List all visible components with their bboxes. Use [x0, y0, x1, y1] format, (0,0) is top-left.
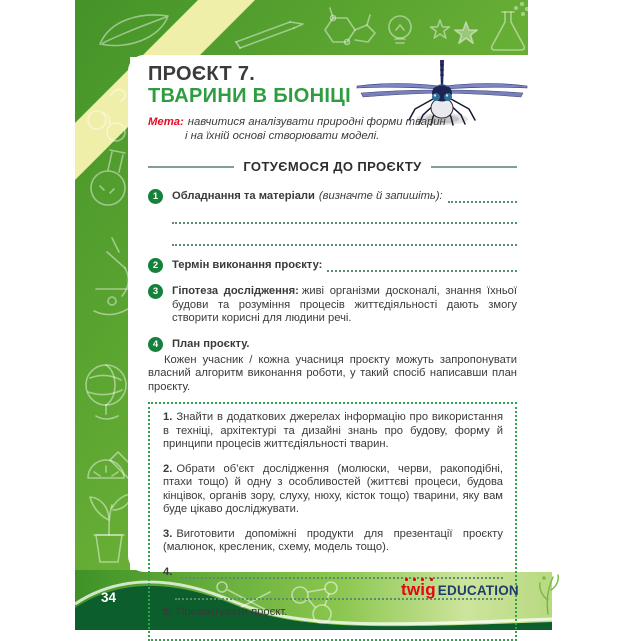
- logo-twig: twig: [401, 580, 436, 599]
- step-number: 3.: [163, 527, 173, 540]
- header-rule-right: [431, 166, 517, 168]
- step-text: Обрати об’єкт дослідження (молюски, черви, ракоподібні, птахи тощо) й одну з особливостей (життєві процеси, будова кінцівок, органів зору, слуху, нюху, кісток тощо) тварини, яку вам буде цікаво досліджувати.: [163, 462, 503, 516]
- goal-block: [148, 115, 517, 143]
- goal-text-line1: навчитися аналізувати природні форми тварин: [187, 116, 446, 128]
- step-number: 1.: [163, 411, 173, 423]
- goal-text-line2: і на їхній основі створювати моделі.: [185, 130, 380, 142]
- task-label: Гіпотеза дослідження:: [172, 285, 299, 297]
- task-plan: [148, 338, 517, 352]
- task-label: Термін виконання проєкту:: [172, 259, 323, 271]
- task-number-badge: 4: [148, 337, 163, 352]
- task-hypothesis: [148, 285, 517, 326]
- project-kicker: ПРОЄКТ 7.: [148, 63, 256, 85]
- task-number-badge: 1: [148, 189, 163, 204]
- task-text: живі організми досконалі, знання їхньої будови та розуміння процесів життєдіяльності дають змогу створити корисні для людини речі.: [172, 285, 518, 324]
- write-in-line: [327, 270, 517, 272]
- section-header-title: ГОТУЄМОСЯ ДО ПРОЄКТУ: [243, 159, 422, 174]
- write-in-line: [172, 224, 517, 246]
- task-number-badge: 2: [148, 258, 163, 273]
- step-text: Презентувати проєкт.: [176, 605, 288, 618]
- write-in-line: [181, 577, 503, 579]
- publisher-logo: [401, 581, 519, 598]
- plan-intro-paragraph: Кожен учасник / кожна учасниця проєкту можуть запропонувати власний алгоритм виконання роботи, у такий спосіб написавши план проєкту.: [148, 353, 517, 393]
- task-deadline: [148, 259, 517, 273]
- step-text: Виготовити допоміжні продукти для презентації проєкту (малюнок, кресленик, схему, модель тощо).: [163, 527, 503, 554]
- task-label: План проєкту.: [172, 337, 250, 350]
- task-equipment: [148, 190, 517, 204]
- page-number: 34: [101, 590, 117, 605]
- page-title: ТВАРИНИ В БІОНІЦІ: [148, 85, 351, 107]
- plan-step-5: [163, 606, 503, 620]
- header-rule-left: [148, 166, 234, 168]
- plan-step-2: [163, 463, 503, 517]
- step-number: 5.: [163, 605, 173, 618]
- goal-label: Мета:: [148, 116, 184, 128]
- task-note: (визначте й запишіть):: [318, 190, 443, 202]
- step-number: 2.: [163, 462, 173, 475]
- section-header: [148, 159, 517, 174]
- task-label: Обладнання та матеріали: [172, 190, 315, 202]
- step-text: Знайти в додаткових джерелах інформацію про використання в техніці, архітектурі та дизайні знань про будову, форму й принципи процесів життєдіяльності тварин.: [163, 411, 503, 450]
- page-content: [148, 63, 517, 641]
- plan-steps-box: [148, 402, 517, 641]
- logo-education: EDUCATION: [437, 583, 519, 598]
- task-number-badge: 3: [148, 284, 163, 299]
- step-number: 4.: [163, 566, 173, 579]
- write-in-line: [172, 204, 517, 224]
- plan-step-1: [163, 411, 503, 452]
- plan-step-3: [163, 528, 503, 555]
- write-in-line: [448, 201, 517, 203]
